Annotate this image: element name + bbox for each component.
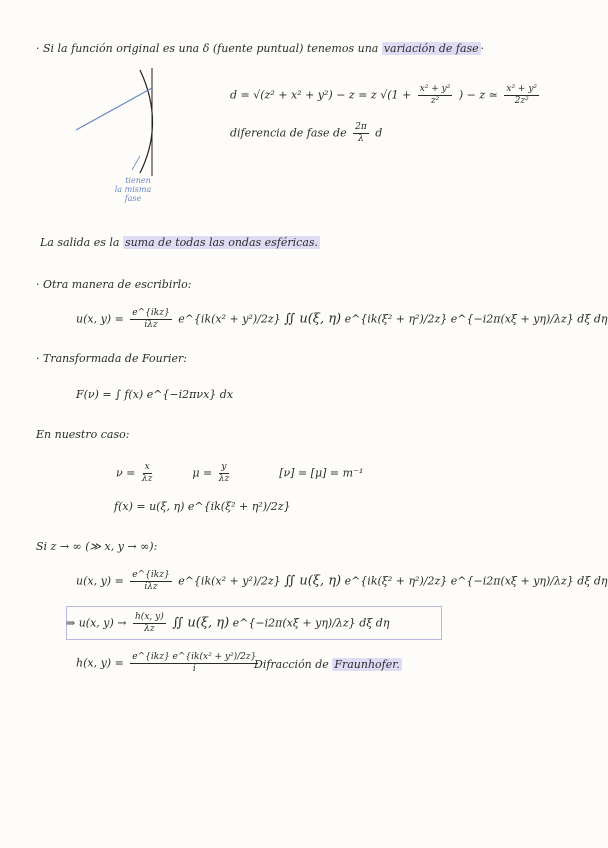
wavefront-arc <box>140 70 153 173</box>
nu-fraction: $\frac{x}{\lambda z}$ <box>141 462 153 484</box>
section5-title: En nuestro caso: <box>36 428 130 441</box>
diagram-note <box>108 176 158 203</box>
intro-text: · Si la función original es una δ (fuente puntual) tenemos una <box>36 42 379 55</box>
section3-title: · Otra manera de escribirlo: <box>36 278 192 291</box>
phase-difference: diferencia de fase de $\frac{2\pi}{\lambda}$ d <box>230 122 383 144</box>
section6-title: Si z → ∞ (≫ x, y → ∞): <box>36 540 158 553</box>
distance-equation: d = √(z² + x² + y²) − z = z √(1 + $\frac{\text{x² + y²}}{\text{z²}}$ ) − z ≃ $\frac{\text{x² + y²}}{\text{2z²}}$ <box>230 84 538 106</box>
distance-approx-fraction: $\frac{\text{x² + y²}}{\text{2z²}}$ <box>506 84 538 106</box>
frequency-definitions: ν = $\frac{x}{\lambda z}$ μ = $\frac{y}{\lambda z}$ [ν] = [μ] = m⁻¹ <box>116 462 364 484</box>
note-pointer <box>132 156 140 170</box>
section4-title: · Transformada de Fourier: <box>36 352 187 365</box>
f-definition: f(x) = u(ξ, η) e^{ik(ξ² + η²)/2z} <box>114 500 291 513</box>
distance-fraction: $\frac{\text{x² + y²}}{\text{z²}}$ <box>419 84 451 106</box>
fourier-equation: F(ν) = ∫ f(x) e^{−i2πνx} dx <box>76 388 234 401</box>
diagram-note-3: fase <box>124 194 142 203</box>
prefactor-fraction: $\frac{\text{e\textasciicircum{}\{ikz\}}}{\text{iλz}}$ <box>132 308 170 330</box>
boxed-result: ⇒ u(x, y) → $\frac{h(x, y)}{\lambda z}$ ∬ u(ξ, η) e^{−i2π(xξ + yη)/λz} dξ dη <box>66 612 390 634</box>
fraunhofer-label: Difracción de Fraunhofer. <box>254 658 400 671</box>
units: [ν] = [μ] = m⁻¹ <box>279 466 364 480</box>
intro-line: · Si la función original es una δ (fuente puntual) tenemos una variación de fase · <box>36 42 485 55</box>
diffraction-integral: u(x, y) = $\frac{\text{e\textasciicircum{}\{ikz\}}}{\text{iλz}}$ e^{ik(x² + y²)/2z} ∬ u(ξ, η) e^{ik(ξ² + η²)/2z} e^{−i2π(xξ + yη)/λz} dξ dη <box>76 308 608 330</box>
output-highlight: suma de todas las ondas esféricas. <box>124 236 319 249</box>
diagram-note-2: la misma <box>114 185 152 194</box>
diagram-note-1: tienen <box>125 176 151 185</box>
ray-line <box>76 88 152 130</box>
farfield-integral: u(x, y) = $\frac{\text{e\textasciicircum{}\{ikz\}}}{\text{iλz}}$ e^{ik(x² + y²)/2z} ∬ u(ξ, η) e^{ik(ξ² + η²)/2z} e^{−i2π(xξ + yη)/λz} dξ dη <box>76 570 608 592</box>
wavefront-diagram <box>70 68 170 178</box>
intro-highlight: variación de fase <box>383 42 479 55</box>
mu-fraction: $\frac{y}{\lambda z}$ <box>218 462 230 484</box>
output-sentence: La salida es la suma de todas las ondas esféricas. <box>40 236 319 249</box>
phase-fraction: $\frac{2\pi}{\lambda}$ <box>355 122 367 144</box>
h-definition: h(x, y) = $\frac{\text{e\textasciicircum{}\{ikz\} e\textasciicircum{}\{ik(x² + y²)/2z\}}}{i}$ <box>76 652 257 674</box>
fraunhofer-highlight: Fraunhofer. <box>334 658 400 671</box>
